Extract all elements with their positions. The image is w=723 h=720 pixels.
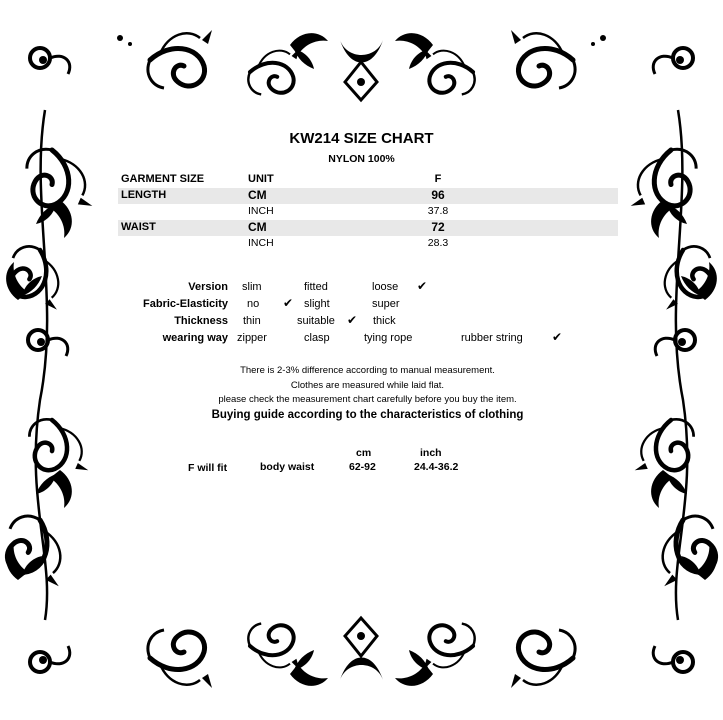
row-unit: INCH	[248, 205, 274, 217]
version-label: Version	[188, 281, 228, 293]
elasticity-option-no: no	[247, 298, 260, 310]
buying-guide-title: Buying guide according to the characteristics of clothing	[211, 409, 524, 421]
thickness-option-thin: thin	[243, 315, 261, 327]
row-unit: INCH	[248, 237, 274, 249]
check-icon: ✔	[417, 279, 428, 293]
thickness-option-thick: thick	[373, 315, 396, 327]
fit-inch-range: 24.4-36.2	[414, 461, 459, 473]
top-border-ornament	[30, 30, 693, 100]
table-row	[118, 188, 618, 204]
wearing-option-zipper: zipper	[237, 332, 267, 344]
elasticity-option-super: super	[372, 298, 400, 310]
version-option-loose: loose	[372, 281, 399, 293]
row-value: 37.8	[427, 205, 449, 217]
chart-title: KW214 SIZE CHART	[289, 130, 434, 147]
version-option-fitted: fitted	[304, 281, 328, 293]
row-value: 96	[431, 188, 445, 202]
note-line: Clothes are measured while laid flat.	[290, 380, 445, 391]
wearing-way-label: wearing way	[162, 332, 228, 344]
material-subtitle: NYLON 100%	[328, 153, 395, 165]
row-unit: CM	[248, 188, 267, 202]
check-icon: ✔	[283, 296, 294, 310]
header-unit: UNIT	[248, 173, 274, 185]
table-row	[118, 236, 618, 252]
thickness-option-suitable: suitable	[297, 315, 335, 327]
fit-measure: body waist	[260, 461, 315, 473]
table-header-row	[118, 172, 618, 188]
wearing-option-rubber-string: rubber string	[461, 332, 523, 344]
fit-cm-range: 62-92	[349, 461, 376, 473]
wearing-option-clasp: clasp	[304, 332, 330, 344]
header-size-f: F	[434, 173, 442, 185]
fit-header-inch: inch	[420, 447, 442, 459]
thickness-label: Thickness	[174, 315, 228, 327]
table-row	[118, 220, 618, 236]
row-unit: CM	[248, 220, 267, 234]
bottom-border-ornament	[30, 618, 693, 688]
version-option-slim: slim	[242, 281, 262, 293]
elasticity-label: Fabric-Elasticity	[143, 298, 228, 310]
note-line: There is 2-3% difference according to manual measurement.	[240, 365, 495, 376]
row-label: LENGTH	[121, 189, 167, 201]
size-table	[118, 172, 618, 252]
fit-size: F will fit	[188, 462, 228, 474]
row-value: 72	[431, 220, 445, 234]
fit-header-cm: cm	[356, 447, 372, 459]
header-garment-size: GARMENT SIZE	[121, 173, 205, 185]
check-icon: ✔	[552, 330, 563, 344]
elasticity-option-slight: slight	[304, 298, 330, 310]
table-row	[118, 204, 618, 220]
wearing-option-tying-rope: tying rope	[364, 332, 413, 344]
row-value: 28.3	[427, 237, 449, 249]
row-label: WAIST	[121, 221, 156, 233]
check-icon: ✔	[347, 313, 358, 327]
note-line: please check the measurement chart carefully before you buy the item.	[218, 394, 517, 405]
